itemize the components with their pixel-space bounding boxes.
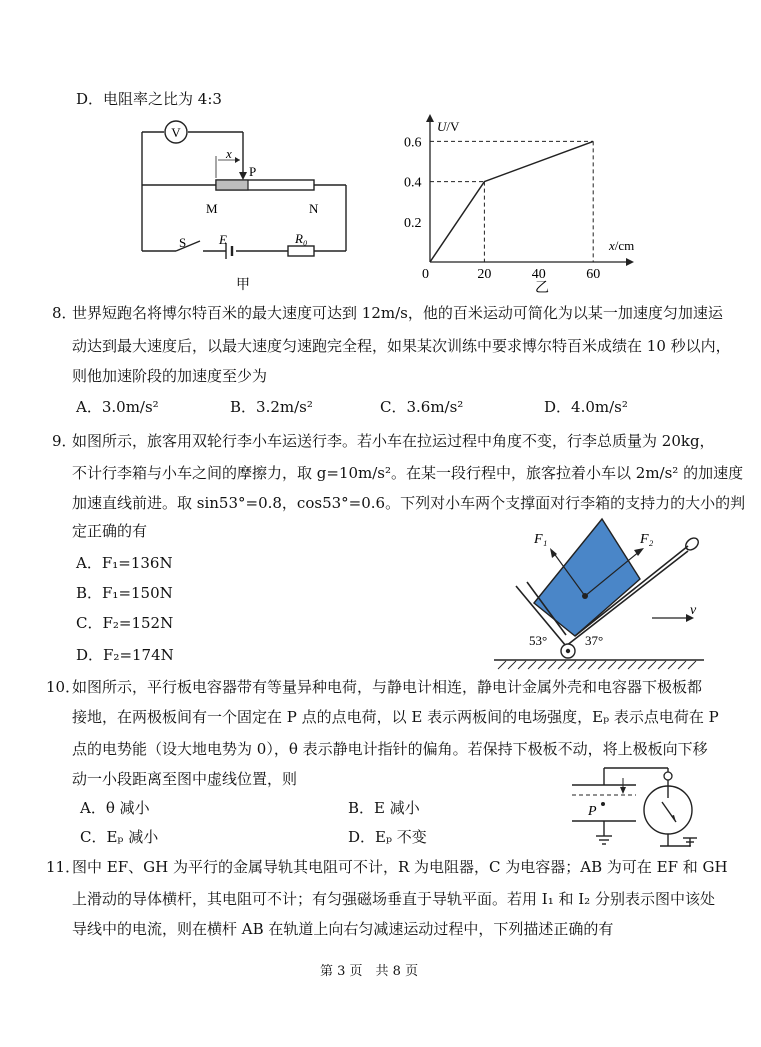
q10-line-1: 如图所示，平行板电容器带有等量异种电荷，与静电计相连，静电计金属外壳和电容器下极板都 (72, 678, 703, 696)
q7-option-d: D．电阻率之比为 4:3 (76, 90, 222, 108)
y-tick-label: 0.6 (404, 135, 422, 151)
x-tick-label: 60 (586, 267, 601, 282)
svg-text:E: E (219, 232, 227, 247)
svg-text:v: v (690, 603, 697, 618)
q10-line-4: 动一小段距离至图中虚线位置，则 (72, 770, 298, 788)
svg-text:F₁: F₁ (534, 532, 548, 547)
page-footer: 第 3 页 共 8 页 (320, 964, 419, 979)
svg-text:x/cm: x/cm (609, 238, 635, 253)
q11-line-2: 上滑动的导体横杆，其电阻可不计；有匀强磁场垂直于导轨平面。若用 I₁ 和 I₂ 分别表示图中该处 (72, 890, 715, 908)
y-tick-label: 0.2 (404, 215, 422, 231)
q8-line-2: 动达到最大速度后，以最大速度匀速跑完全程，如果某次训练中要求博尔特百米成绩在 10 秒以内， (72, 337, 731, 355)
q9-option-a: A．F₁=136N (76, 554, 173, 572)
q8-line-1: 世界短跑名将博尔特百米的最大速度可达到 12m/s，他的百米运动可简化为以某一加速度匀加速运 (72, 304, 723, 322)
q8-option-b: B．3.2m/s² (230, 398, 313, 416)
q9-option-b: B．F₁=150N (76, 584, 173, 602)
svg-text:R₀: R₀ (295, 231, 308, 246)
svg-text:37°: 37° (585, 633, 604, 648)
svg-text:P: P (249, 164, 257, 179)
q9-option-d: D．F₂=174N (76, 646, 174, 664)
svg-text:N: N (309, 201, 319, 216)
q8-number: 8． (52, 304, 77, 322)
q10-option-b: B．E 减小 (348, 799, 420, 817)
q10-option-c: C．Eₚ 减小 (80, 828, 159, 846)
q10-line-3: 点的电势能（设大地电势为 0），θ 表示静电计指针的偏角。若保持下极板不动，将上极板向下移 (72, 740, 708, 758)
q8-option-a: A．3.0m/s² (76, 398, 159, 416)
svg-text:P: P (588, 804, 597, 819)
q10-option-d: D．Eₚ 不变 (348, 828, 427, 846)
q8-option-d: D．4.0m/s² (544, 398, 628, 416)
q9-line-1: 如图所示，旅客用双轮行李小车运送行李。若小车在拉运过程中角度不变，行李总质量为 20kg， (72, 432, 715, 450)
x-tick-label: 0 (422, 267, 429, 282)
svg-text:甲: 甲 (236, 278, 250, 293)
q9-line-2: 不计行李箱与小车之间的摩擦力，取 g=10m/s²。在某一段行程中，旅客拉着小车以 2m/s² 的加速度 (72, 464, 744, 482)
q11-line-1: 图中 EF、GH 为平行的金属导轨其电阻可不计，R 为电阻器，C 为电容器；AB 为可在 EF 和 GH (72, 858, 728, 876)
svg-text:S: S (179, 235, 187, 250)
svg-text:F₂: F₂ (640, 532, 654, 547)
svg-text:V: V (171, 125, 181, 140)
svg-text:53°: 53° (529, 633, 548, 648)
q9-number: 9． (52, 432, 77, 450)
y-tick-label: 0.4 (404, 175, 422, 191)
svg-text:M: M (206, 201, 218, 216)
q11-line-3: 导线中的电流，则在横杆 AB 在轨道上向右匀减速运动过程中，下列描述正确的有 (72, 920, 614, 938)
svg-text:U/V: U/V (437, 119, 460, 134)
x-tick-label: 40 (531, 267, 546, 282)
q10-option-a: A．θ 减小 (80, 799, 150, 817)
q8-option-c: C．3.6m/s² (380, 398, 464, 416)
q8-line-3: 则他加速阶段的加速度至少为 (72, 367, 268, 385)
q9-line-4: 定正确的有 (72, 522, 148, 540)
q9-line-3: 加速直线前进。取 sin53°=0.8，cos53°=0.6。下列对小车两个支撑面对行李箱的支持力的大小的判 (72, 494, 746, 512)
svg-text:x: x (226, 146, 232, 161)
q11-number: 11． (46, 858, 81, 876)
q9-option-c: C．F₂=152N (76, 614, 174, 632)
svg-text:乙: 乙 (535, 281, 549, 296)
q10-line-2: 接地，在两极板间有一个固定在 P 点的点电荷，以 E 表示两板间的电场强度，Eₚ 表示点电荷在 P (72, 708, 719, 726)
q10-number: 10． (46, 678, 81, 696)
x-tick-label: 20 (477, 267, 492, 282)
